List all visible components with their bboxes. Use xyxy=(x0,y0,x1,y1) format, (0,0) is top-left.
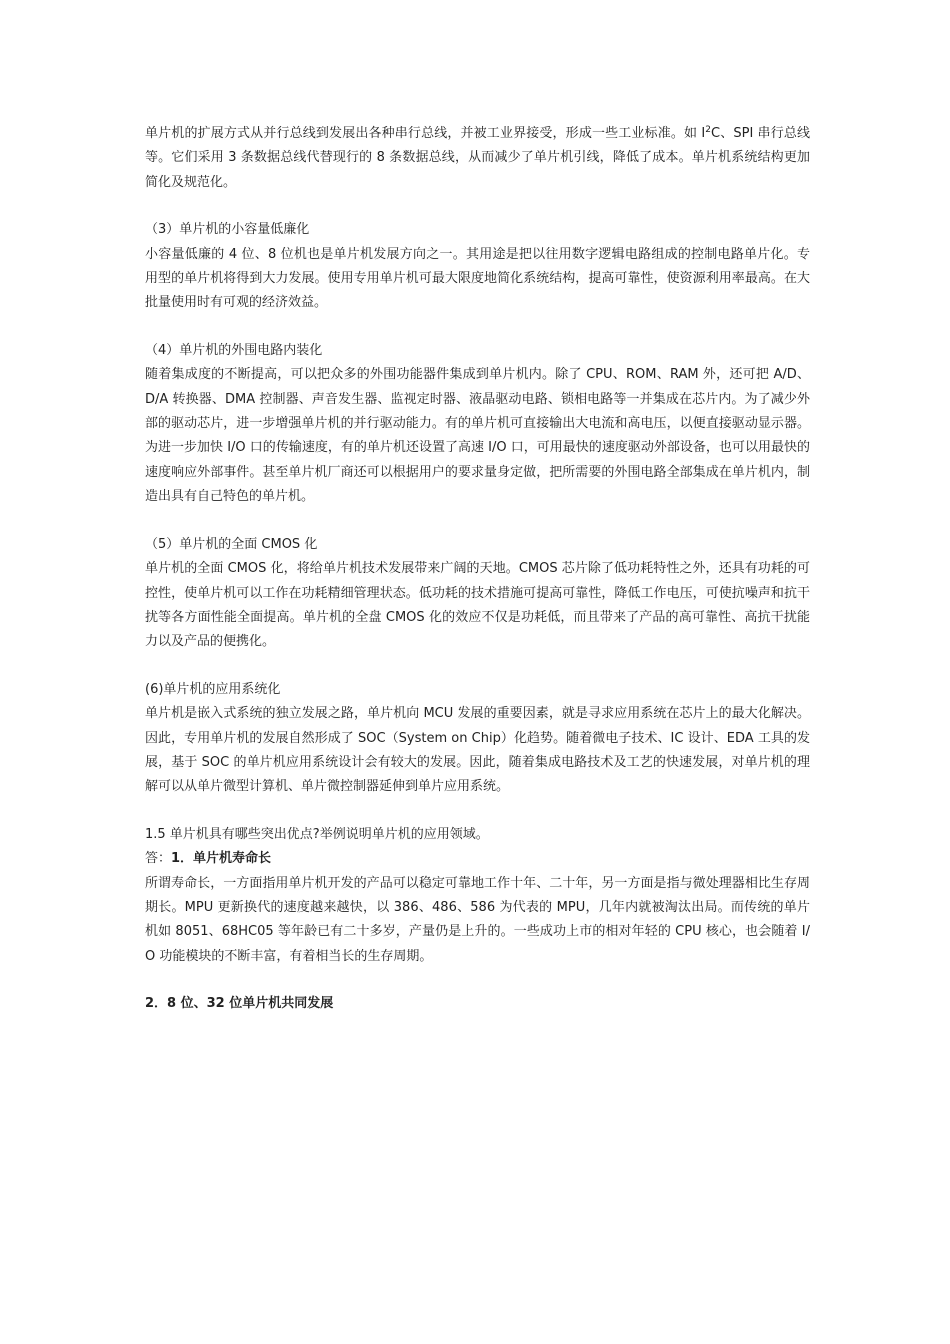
answer-prefix: 答： xyxy=(145,851,172,867)
paragraph-serial-bus-text-a: 单片机的扩展方式从并行总线到发展出各种串行总线，并被工业界接受，形成一些工业标准。如 I xyxy=(145,126,706,141)
paragraph-long-lifetime: 所谓寿命长，一方面指用单片机开发的产品可以稳定可靠地工作十年、二十年，另一方面是指与微处理器相比生存周期长。MPU 更新换代的速度越来越快，以 386、486、586 为代表的 MPU，几年内就被淘汰出局。而传统的单片机如 8051、68HC05 等年龄已有二十多岁，产量仍是上升的。一些成功上市的相对年轻的 CPU 核心，也会随着 I/O 功能模块的不断丰富，有着相当长的生存周期。 xyxy=(145,875,810,964)
paragraph-application-system: 单片机是嵌入式系统的独立发展之路，单片机向 MCU 发展的重要因素，就是寻求应用系统在芯片上的最大化解决。因此，专用单片机的发展自然形成了 SOC（System on Chip）化趋势。随着微电子技术、IC 设计、EDA 工具的发展，基于 SOC 的单片机应用系统设计会有较大的发展。因此，随着集成电路技术及工艺的快速发展，对单片机的理解可以从单片微型计算机、单片微控制器延伸到单片应用系统。 xyxy=(145,706,810,795)
section-heading-5: （5）单片机的全面 CMOS 化 xyxy=(145,536,318,552)
section-heading-4: （4）单片机的外围电路内装化 xyxy=(145,342,323,358)
paragraph-peripheral-integration: 随着集成度的不断提高，可以把众多的外围功能器件集成到单片机内。除了 CPU、ROM、RAM 外，还可把 A/D、D/A 转换器、DMA 控制器、声音发生器、监视定时器、液晶驱动电路、锁相电路等一并集成在芯片内。为了减少外部的驱动芯片，进一步增强单片机的并行驱动能力。有的单片机可直接输出大电流和高电压，以便直接驱动显示器。为进一步加快 I/O 口的传输速度，有的单片机还设置了高速 I/O 口，可用最快的速度驱动外部设备，也可以用最快的速度响应外部事件。甚至单片机厂商还可以根据用户的要求量身定做，把所需要的外围电路全部集成在单片机内，制造出具有自己特色的单片机。 xyxy=(145,367,810,505)
section-heading-3: （3）单片机的小容量低廉化 xyxy=(145,222,310,238)
paragraph-low-cost: 小容量低廉的 4 位、8 位机也是单片机发展方向之一。其用途是把以往用数字逻辑电路组成的控制电路单片化。专用型的单片机将得到大力发展。使用专用单片机可最大限度地简化系统结构，提高可靠性，使资源利用率最高。在大批量使用时有可观的经济效益。 xyxy=(145,246,810,311)
document-page xyxy=(145,122,810,1017)
question-1-5: 1.5 单片机具有哪些突出优点?举例说明单片机的应用领域。 xyxy=(145,826,489,842)
paragraph-serial-bus xyxy=(145,122,810,195)
paragraph-serial-bus-text-b: C、SPI 串行总线等。它们采用 3 条数据总线代替现行的 8 条数据总线，从而减少了单片机引线，降低了成本。单片机系统结构更加简化及规范化。 xyxy=(145,126,810,190)
answer-heading-2: 2．8 位、32 位单片机共同发展 xyxy=(145,996,334,1012)
section-heading-6: (6)单片机的应用系统化 xyxy=(145,681,281,697)
paragraph-cmos: 单片机的全面 CMOS 化，将给单片机技术发展带来广阔的天地。CMOS 芯片除了低功耗特性之外，还具有功耗的可控性，使单片机可以工作在功耗精细管理状态。低功耗的技术措施可提高可靠性，降低工作电压，可使抗噪声和抗干扰等各方面性能全面提高。单片机的全盘 CMOS 化的效应不仅是功耗低，而且带来了产品的高可靠性、高抗干扰能力以及产品的便携化。 xyxy=(145,561,810,650)
answer-heading-1-text: 1．单片机寿命长 xyxy=(171,851,272,867)
answer-heading-1 xyxy=(145,847,810,871)
superscript-two: 2 xyxy=(705,125,711,135)
